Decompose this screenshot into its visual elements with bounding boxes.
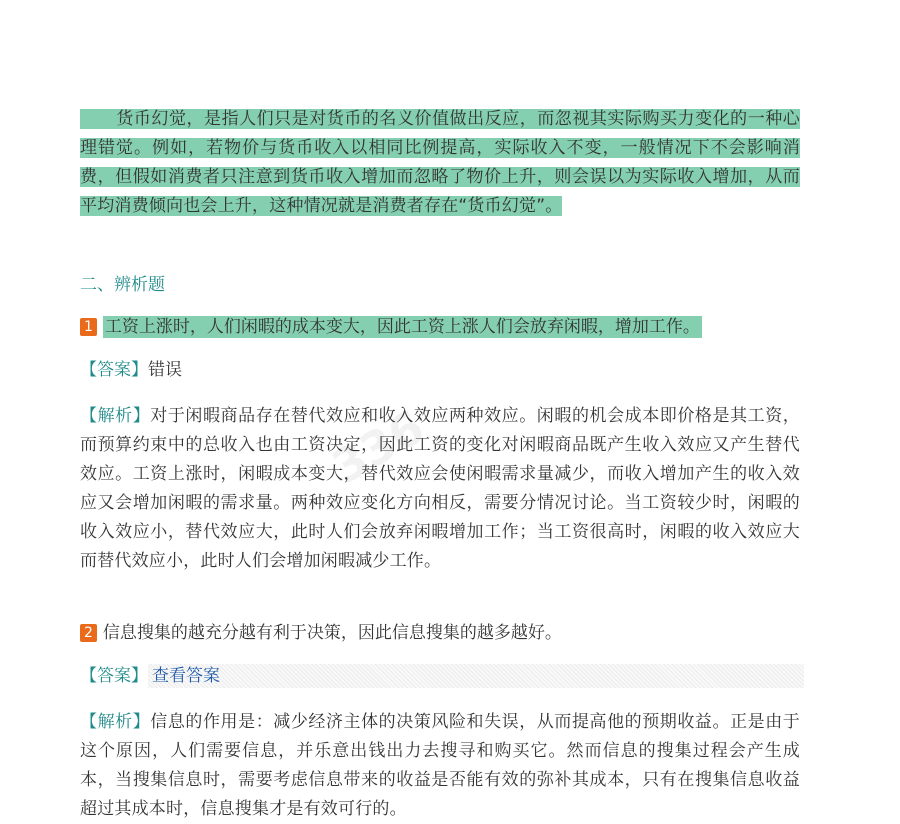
view-answer-link[interactable]: 查看答案: [152, 666, 220, 686]
question-1: [80, 315, 702, 339]
explanation-2: [80, 708, 800, 824]
question-2: [80, 621, 562, 645]
intro-highlight: [80, 109, 800, 216]
question-text: 工资上涨时，人们闲暇的成本变大，因此工资上涨人们会放弃闲暇，增加工作。: [104, 317, 700, 337]
watermark: 336: [322, 399, 434, 495]
explanation-text: 对于闲暇商品存在替代效应和收入效应两种效应。闲暇的机会成本即价格是其工资，而预算约束中的总收入也由工资决定，因此工资的变化对闲暇商品既产生收入效应又产生替代效应。工资上涨时，闲暇成本变大，替代效应会使闲暇需求量减少，而收入增加产生的收入效应又会增加闲暇的需求量。两种效应变化方向相反，需要分情况讨论。当工资较少时，闲暇的收入效应小，替代效应大，此时人们会放弃闲暇增加工作；当工资很高时，闲暇的收入效应大而替代效应小，此时人们会增加闲暇减少工作。: [80, 406, 800, 571]
answer-2: [80, 664, 800, 688]
section-title: 二、辨析题: [80, 275, 165, 295]
answer-1: [80, 358, 800, 382]
explanation-tag: 【解析】: [80, 406, 151, 426]
question-text: 信息搜集的越充分越有利于决策，因此信息搜集的越多越好。: [102, 623, 562, 643]
answer-tag: 【答案】: [80, 666, 148, 686]
question-number-badge: 2: [80, 624, 97, 642]
answer-reveal-strip[interactable]: [148, 664, 804, 688]
intro-paragraph: [80, 105, 800, 221]
question-number-badge: 1: [80, 318, 97, 336]
explanation-1: [80, 399, 800, 576]
intro-text: 货币幻觉，是指人们只是对货币的名义价值做出反应，而忽视其实际购买力变化的一种心理错觉。例如，若物价与货币收入以相同比例提高，实际收入不变，一般情况下不会影响消费，但假如消费者只注意到货币收入增加而忽略了物价上升，则会误以为实际收入增加，从而平均消费倾向也会上升，这种情况就是消费者存在“货币幻觉”。: [80, 109, 800, 216]
explanation-text: 信息的作用是：减少经济主体的决策风险和失误，从而提高他的预期收益。正是由于这个原因，人们需要信息，并乐意出钱出力去搜寻和购买它。然而信息的搜集过程会产生成本，当搜集信息时，需要考虑信息带来的收益是否能有效的弥补其成本，只有在搜集信息收益超过其成本时，信息搜集才是有效可行的。: [80, 712, 800, 819]
explanation-tag: 【解析】: [80, 712, 151, 732]
answer-tag: 【答案】: [80, 360, 148, 380]
answer-value: 错误: [148, 360, 182, 380]
